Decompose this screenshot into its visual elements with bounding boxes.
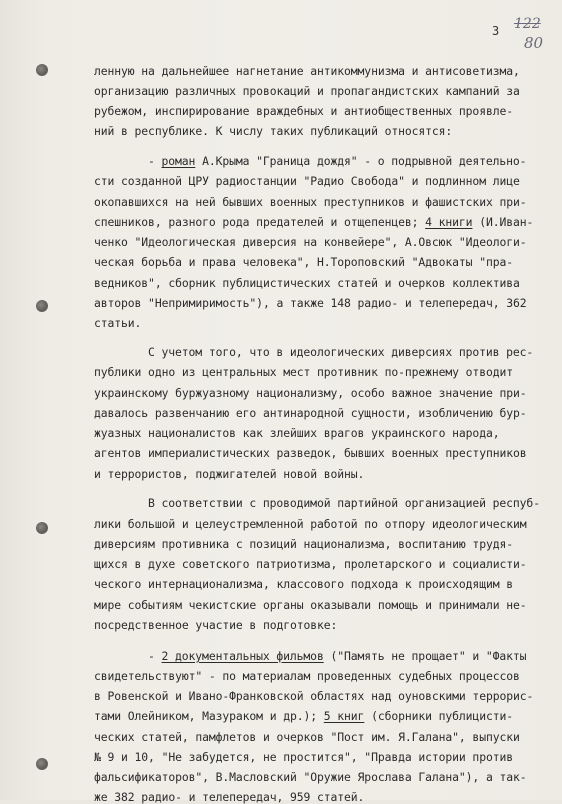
- text-line: [94, 406, 527, 420]
- text-segment: в Ровенской и Ивано-Франковской областях над оуновскими террорис-: [94, 689, 534, 704]
- text-line: [148, 345, 533, 359]
- binder-hole: [36, 300, 48, 312]
- text-segment: авторов "Непримиримость"), а также 148 радио- и телепередач, 362: [94, 295, 527, 310]
- underlined-text: 4 книги: [425, 214, 473, 229]
- text-line: [94, 577, 513, 591]
- text-segment: окопавшихся на ней бывших военных преступников и фашистских при-: [94, 194, 527, 209]
- text-segment: же 382 радио- и телепередач, 959 статей.: [94, 790, 365, 804]
- text-segment: (сборники публицисти-: [364, 709, 513, 724]
- text-line: [94, 467, 364, 481]
- text-segment: ний в республике. К числу таких публикаций относятся:: [94, 124, 453, 139]
- text-line: [94, 426, 499, 440]
- text-line: [94, 195, 527, 209]
- text-segment: посредственное участие в подготовке:: [94, 617, 338, 632]
- text-line: [94, 709, 513, 723]
- text-segment: № 9 и 10, "Не забудется, не простится", "Правда истории против: [94, 749, 513, 764]
- text-line: [94, 84, 520, 98]
- text-line: [94, 730, 520, 744]
- binder-hole: [36, 522, 48, 534]
- text-segment: рубежом, инспирирование враждебных и антиобщественных проявле-: [94, 104, 513, 119]
- text-line: [94, 537, 513, 551]
- text-line: [94, 598, 527, 612]
- binder-hole: [36, 758, 48, 770]
- text-segment: (И.Иван-: [472, 214, 534, 229]
- text-line: [94, 365, 513, 379]
- text-segment: фальсификаторов", В.Масловский "Оружие Ярослава Галана"), а так-: [94, 770, 527, 785]
- text-line: [94, 235, 527, 249]
- text-segment: ческих статей, памфлетов и очерков "Пост им. Я.Галана", выпуски: [94, 729, 520, 744]
- underlined-text: роман: [161, 154, 196, 169]
- text-segment: ческого интернационализма, классового подхода к происходящим в: [94, 577, 513, 592]
- text-line: [94, 750, 513, 764]
- text-line: [94, 386, 527, 400]
- text-line: [94, 276, 520, 290]
- text-segment: свидетельствуют" - по материалам проведенных судебных процессов: [94, 668, 520, 683]
- text-segment: В соответствии с проводимой партийной организацией респуб-: [148, 496, 540, 511]
- text-line: [94, 790, 364, 804]
- text-line: [94, 669, 520, 683]
- page-number: 3: [492, 24, 500, 38]
- text-segment: и террористов, поджигателей новой войны.: [94, 466, 365, 481]
- text-line: [148, 496, 540, 510]
- binder-hole: [36, 64, 48, 76]
- text-line: [94, 64, 520, 78]
- text-segment: украинскому буржуазному национализму, особо важное значение при-: [94, 385, 527, 400]
- text-line: [94, 104, 513, 118]
- text-segment: ("Память не прощает" и "Факты: [323, 648, 527, 663]
- text-line: [94, 446, 527, 460]
- archive-sheet-number: [514, 16, 554, 58]
- text-segment: организацию различных провокаций и пропагандистских кампаний за: [94, 83, 520, 98]
- text-line: [94, 215, 533, 229]
- text-segment: А.Крыма "Граница дождя" - о подрывной деятельно-: [195, 154, 527, 169]
- underlined-text: 2 документальных фильмов: [161, 648, 324, 663]
- text-line: [94, 296, 527, 310]
- text-segment: ленную на дальнейшее нагнетание антикоммунизма и антисоветизма,: [94, 63, 520, 78]
- text-segment: сти созданной ЦРУ радиостанции "Радио Свобода" и подлинном лице: [94, 174, 520, 189]
- text-line: [94, 618, 337, 632]
- text-segment: агентов империалистических разведок, бывших военных преступников: [94, 446, 527, 461]
- text-segment: давалось развенчанию его антинародной сущности, изобличению бур-: [94, 405, 527, 420]
- text-segment: тами Олейником, Мазураком и др.);: [94, 709, 324, 724]
- text-line: [94, 557, 527, 571]
- text-line: [94, 770, 527, 784]
- archive-number-current: 80: [524, 34, 544, 52]
- text-segment: ченко "Идеологическая диверсия на конвейере", А.Овсюк "Идеологи-: [94, 235, 527, 250]
- text-segment: жуазных националистов как злейших врагов украинского народа,: [94, 426, 500, 441]
- text-segment: публики одно из центральных мест противник по-прежнему отводит: [94, 365, 513, 380]
- text-segment: -: [148, 648, 162, 663]
- text-line: [94, 174, 520, 188]
- text-line: [94, 689, 533, 703]
- text-line: [148, 154, 526, 168]
- underlined-text: 5 книг: [323, 709, 365, 724]
- text-segment: лики большой и целеустремленной работой по отпору идеологическим: [94, 516, 527, 531]
- text-line: [94, 124, 452, 138]
- archive-number-struck: 122: [514, 16, 541, 32]
- text-segment: спешников, разного рода предателей и отщепенцев;: [94, 214, 426, 229]
- text-segment: С учетом того, что в идеологических диверсиях против рес-: [148, 345, 534, 360]
- text-segment: ведников", сборник публицистических статей и очерков коллектива: [94, 275, 520, 290]
- text-line: [94, 316, 141, 330]
- text-segment: статьи.: [94, 316, 142, 331]
- text-line: [94, 255, 513, 269]
- text-segment: щихся в духе советского патриотизма, пролетарского и социалисти-: [94, 557, 527, 572]
- text-segment: диверсиям противника с позиций национализма, воспитанию трудя-: [94, 536, 513, 551]
- text-segment: мире событиям чекистские органы оказывали помощь и принимали не-: [94, 597, 527, 612]
- text-segment: -: [148, 154, 162, 169]
- text-segment: ческая борьба и права человека", Н.Тороповский "Адвокаты "пра-: [94, 255, 513, 270]
- text-line: [148, 649, 526, 663]
- text-line: [94, 517, 527, 531]
